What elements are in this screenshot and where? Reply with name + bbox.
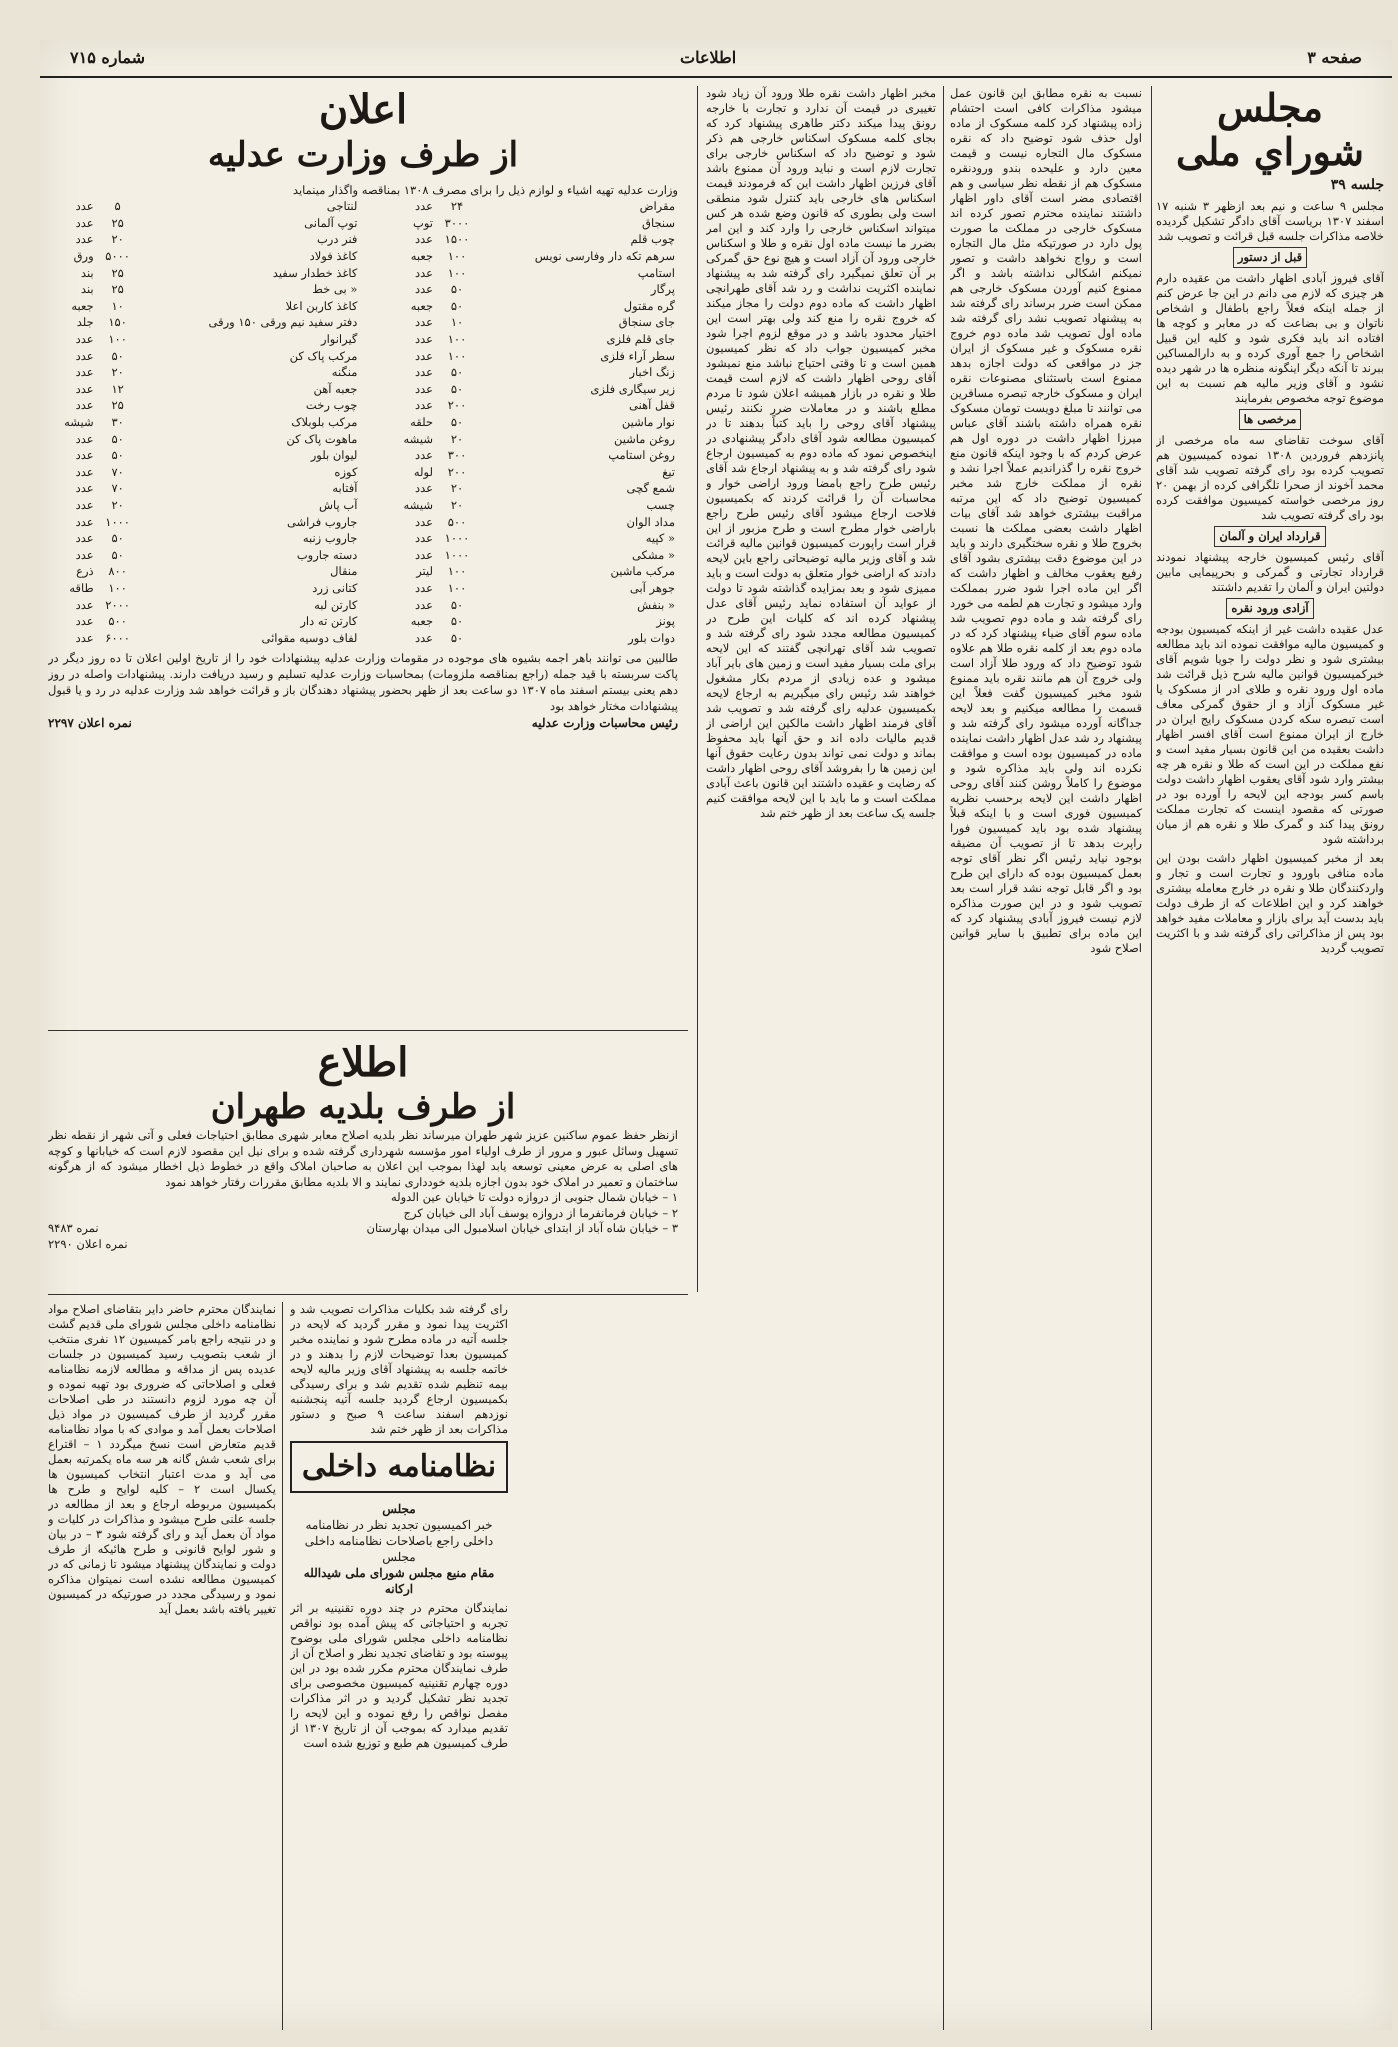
item-name: لیوان بلور [310,448,358,463]
silver-import-text: عدل عقیده داشت غیر از اینکه کمیسیون بودجه و کمیسیون مالیه موافقت نموده اند باید مطالعه بیشتری شود و نظر دولت را جویا شویم آقای خبرکمیسیون قوانین مالیه شرح ذیل قرائت شد ماده اول ورود نقره و طلای ادر از مسکوک یا غیر مسکوک آزاد و از حقوق گمرکی معاف است تبصره سکه کردن مسکوک رایج ایران در خارج از ایران ممنوع است آقای افسر اظهار داشت بعقیده من این قانون بسیار مفید است و نفع مملکت در این است که طلا و نقره هر چه بیشتر وارد شود آقای یعقوب اظهار داشت دولت باسم کسر بودجه این لایحه را آورده بود در صورتی که مقصود اینست که تجارت مملکت رونق پیدا کند و گمرک طلا و نقره هم از میان برداشته شود [1156,622,1384,846]
item-row [48,580,678,597]
item-row [48,198,678,215]
item-row [48,215,678,232]
item-unit: عدد [75,398,94,413]
item-row [48,430,678,447]
item-name: چوب قلم [630,232,675,247]
item-name: پونز [656,614,675,629]
item-quantity: ۱۰ [111,298,124,313]
item-name: گیرانوار [321,332,358,347]
item-quantity: ۵۰ [450,614,464,629]
section-heading-pre-agenda: قبل از دستور [1233,247,1307,268]
silver-import-text-2: بعد از مخبر کمیسیون اظهار داشت بودن این ماده منافی باورود و تجارت است و تجار و واردکنندگان طلا و نقره در خارج معامله بیشتری خواهند کرد و این اطلاعات که از طرف دولت باید بدست آید برای بازار و معاملات مفید خواهد بود پس از مذاکراتی رای گرفته شد و با اکثریت تصویب گردید [1156,851,1384,955]
item-name: مرکب ماشین [610,564,675,579]
item-unit: عدد [75,215,94,230]
street-list-item: ۱ – خیابان شمال جنوبی از دروازه دولت تا خیابان عین الدوله [390,1190,678,1204]
item-quantity: ۱۰۰ [447,265,467,280]
item-quantity: ۲۰۰ [447,398,467,413]
item-quantity: ۲۰۰ [447,464,467,479]
item-name: پرگار [650,282,675,297]
item-unit: عدد [414,630,433,645]
item-quantity: ۵۰ [111,547,124,562]
item-unit: عدد [75,531,94,546]
item-unit: جعبه [410,614,433,629]
item-quantity: ۲۰ [450,431,464,446]
pre-agenda-text: آقای فیروز آبادی اظهار داشت من عقیده دارم هر چیزی که لازم می دانم در این جا عرض کنم از جمله اینکه فعلاً راجع باطفال و اشخاص ناتوان و بی بضاعت که در معابر و کوچه ها افتاده اند باید فکری شود و کلیه این قبیل اشخاص را جمع آوری کرده و به دارالمساکین ببرند تا آنکه دیگر اینگونه منظره ها در شهر دیده نشود و آقای وزیر مالیه هم نسبت به این موضوع توجه مخصوص بفرمایند [1156,271,1384,405]
item-row [48,497,678,514]
item-name: دوات بلور [628,630,675,645]
item-name: کاغذ کاربن اعلا [285,298,358,313]
item-name: منقال [330,564,358,579]
item-name: لنتاجی [326,199,358,214]
item-unit: عدد [414,381,433,396]
item-row [48,298,678,315]
item-quantity: ۳۰ [111,415,124,430]
notice-title: اطلاع [317,1040,409,1086]
ad-number: نمره اعلان ۲۲۹۷ [48,716,132,731]
item-name: ماهوت پاک کن [286,431,358,446]
item-name: سرهم تکه دار وفارسی نویس [534,249,675,264]
item-unit: عدد [414,232,433,247]
item-unit: عدد [414,481,433,496]
item-row [48,629,678,646]
item-quantity: ۲۰ [111,497,124,512]
ad-footer: طالبین می توانند باهر اجمه بشیوه های موجوده در مقومات وزارت عدلیه پیشنهادات خود را از تاریخ اولین اعلان تا ده روز دیگر در پاکت سربسته با قید جمله (راجع بمناقصه ملزومات) بمحاسبات وزارت عدلیه تسلیم و رسید دریافت دارند. پیشنهادات واصله در روز دهم یعنی بیستم اسفند ماه ۱۳۰۷ دو ساعت بعد از ظهر بحضور پیشنهاد دهندگان باز و قرائت خواهد شد وزارت عدلیه در رد و یا قبول پیشنهادات مختار خواهد بود [48,651,678,714]
column-divider [943,86,944,2030]
majlis-continuation-column [950,86,1142,2026]
item-name: کتانی زرد [312,580,358,595]
item-unit: عدد [75,597,94,612]
item-unit: عدد [414,265,433,280]
item-quantity: ۸۰۰ [108,564,127,579]
item-unit: لوله [413,464,433,479]
item-unit: عدد [75,448,94,463]
item-name: جای قلم فلزی [606,332,675,347]
item-name: دسته جاروب [296,547,358,562]
item-unit: عدد [414,199,433,214]
item-row [48,596,678,613]
item-name: کارتن لبه [314,597,358,612]
item-unit: عدد [414,514,433,529]
item-unit: لیتر [416,564,433,579]
item-unit: جلد [76,315,94,330]
item-name: روغن استامپ [608,448,675,463]
item-row [48,613,678,630]
item-row [48,530,678,547]
item-unit: جعبه [71,298,94,313]
column-2-text: نسبت به نقره مطابق این قانون عمل میشود مذاکرات کافی است احتشام زاده پیشنهاد کرد کلمه مسکوک از ماده اول حذف شود توضیح داد که نقره مسکوک مال التجاره نیست و قیمت معین دارد و علیحده بندو ورودنقره مسکوک هم از نقطه نظر سیاسی و هم اقتصادی مضر است آقای داور اظهار داشتند نماینده محترم تصور کرده اند مسکوک خارجی در مملکت ما صورت پول دارد در صورتیکه مثل مال التجاره است و رواج نخواهد داشت و تصور نمیکنم اشکالی نداشته باشد و اگر ممنوع کنیم آوردن مسکوک خارجی هم ممکن است ضرر برساند رای گرفته شد به پیشنهاد تصویب نشد رای گرفته شد ماده اول تصویب شد ماده دوم خروج نقره مسکوک و غیر مسکوک از ایران جز در مواقعی که دولت اجازه بدهد ممنوع است باستثنای مصنوعات نقره ایران و مسکوک خارجه تبصره مسافرین می توانند تا مبلغ دویست تومان مسکوک نقره همراه داشته باشند آقای عباس میرزا اظهار داشت در دوره اول هم عرض کردم که با وجود اینکه قانون منع خروج نقره را گذراندیم عملاً اجرا نشد و نقره از مملکت خارج شد مخبر کمیسیون توضیح داد که این مرتبه مراقبت بیشتری خواهد شد آقای بیات اظهار داشت بعضی مملکت ها نسبت بخروج طلا و نقره سختگیری دارند و باید در این موضوع دقت بیشتری بشود آقای رفیع یعقوب مخالف و اظهار داشت که اگر این ماده اجرا شود ضرر بمملکت وارد میشود و تجارت هم لطمه می خورد رای گرفته شد و ماده دوم تصویب شد ماده سوم آقای ضیاء پیشنهاد کرد که در ماده دوم بعد از کلمه نقره طلا هم علاوه شود توضیح داد که ورود طلا آزاد است ولی خروج آن هم مانند نقره باید ممنوع شود مخبر کمیسیون گفت فعلاً این قسمت را مطالعه میکنیم و بعد لایحه جداگانه آورده میشود رای گرفته شد و پیشنهاد رد شد عدل اظهار داشت نماینده ماده در کمیسیون بوده است و موافقت نکرده اند ولی باید مذاکره شود و موضوع را کاملاً روشن کنند آقای روحی اظهار داشت این لایحه برحسب نظریه کمیسیون فوری است و با اینکه قبلاً پیشنهاد شده بود باید کمیسیون فورا راپرت بدهد تا از تصویب آن مضیقه بوجود نیاید رئیس اگر نظر آقای توجه بعمل کمیسیون بوده که دارای این طرح بود و اگر قابل توجه نشد قرار است بعد تصویب شود و در این صورت مذاکره لازم نیست فیروز آبادی پیشنهاد کرد که این ماده برای تطبیق با سایر قوانین اصلاح شود [950,86,1142,955]
column-divider [697,86,698,1292]
item-name: سنجاق [642,215,675,230]
item-name: « کپیه [645,531,675,546]
item-row [48,480,678,497]
notice-ad-number: نمره اعلان ۲۲۹۰ [48,1236,128,1251]
item-name: جاروب فراشی [286,514,358,529]
item-quantity: ۵۰ [450,630,464,645]
section-heading-leave: مرخصی ها [1239,409,1302,430]
item-unit: شیشه [64,415,94,430]
item-name: مرکب پاک کن [289,348,358,363]
item-unit: عدد [75,431,94,446]
item-name: « مشکی [631,547,675,562]
item-name: شمع گچی [626,481,675,496]
item-name: کاغذ فولاد [309,249,358,264]
item-name: جعبه آهن [313,381,358,396]
item-name: « بنفش [637,597,675,612]
majlis-continuation-column-2 [706,86,936,2026]
item-name: چسب [646,497,675,512]
item-unit: شیشه [403,431,433,446]
page-number: صفحه ۳ [1307,48,1362,67]
majlis-intro: مجلس ۹ ساعت و نیم بعد ازظهر ۳ شنبه ۱۷ اسفند ۱۳۰۷ بریاست آقای دادگر تشکیل گردیده خلاصه مذاکرات جلسه قبل قرائت و تصویب شد [1156,199,1384,243]
item-unit: عدد [414,348,433,363]
item-quantity: ۲۵ [111,265,124,280]
header-rule [40,76,1392,78]
item-row [48,414,678,431]
session-number: جلسه ۳۹ [1330,177,1384,193]
ad-subtitle: از طرف وزارت عدلیه [207,135,519,175]
item-name: نوار ماشین [621,415,675,430]
item-unit: عدد [75,547,94,562]
item-name: جای سنجاق [618,315,675,330]
item-quantity: ۲۵ [111,282,124,297]
iran-germany-text: آقای رئیس کمیسیون خارجه پیشنهاد نمودند قرارداد تجارتی و گمرکی و بحرپیمایی مابین دولتین ایران و آلمان را تقدیم داشتند [1156,550,1384,594]
item-quantity: ۲۵ [111,398,124,413]
item-unit: عدد [75,365,94,380]
item-row [48,397,678,414]
item-unit: عدد [75,232,94,247]
column-divider [282,1302,283,2030]
item-name: « بی خط [312,282,358,297]
item-unit: عدد [75,332,94,347]
municipality-notice [48,1040,678,1290]
item-row [48,447,678,464]
page-header [40,40,1392,74]
item-name: مداد الوان [626,514,675,529]
issue-number: شماره ۷۱۵ [70,48,145,67]
session-end-text: رای گرفته شد بکلیات مذاکرات تصویب شد و اکثریت پیدا نمود و مقرر گردید که لایحه در جلسه آتیه در ماده مطرح شود و نماینده مخبر کمیسیون بعدا توضیحات لازم را بدهند و در خاتمه جلسه به پیشنهاد آقای وزیر مالیه لایحه بیمه تنظیم شده تقدیم شد و برای رسیدگی بکمیسیون ارجاع گردید جلسه آتیه پنجشنبه نوزدهم اسفند ساعت ۹ صبح و دستور مذاکرات بعد از ظهر ختم شد [290,1302,508,1436]
item-unit: جعبه [410,249,433,264]
section-divider [48,1030,688,1031]
item-name: چوب رخت [305,398,358,413]
item-unit: عدد [414,531,433,546]
item-quantity: ۱۵۰۰ [444,232,470,247]
item-unit: عدد [414,365,433,380]
item-row [48,314,678,331]
item-name: زیر سیگاری فلزی [590,381,675,396]
item-unit: عدد [75,481,94,496]
item-name: تیغ [662,464,675,479]
regulations-body: نمایندگان محترم در چند دوره تقنینیه بر اثر تجربه و احتیاجاتی که پیش آمده بود نواقص نظامنامه داخلی مجلس شورای ملی بوضوح پیوسته بود و تقاضای تجدید نظر و اصلاح آن از طرف نمایندگان محترم مکرر شده بود در این دوره چهارم تقنینیه کمیسیون مخصوصی برای تجدید نظر تشکیل گردید و در اثر مذاکرات مفصل نواقص را رفع نموده و این لایحه را تقدیم میدارد که بموجب آن از تاریخ ۱۳۰۷ از طرف کمیسیون هم طبع و توزیع شده است [290,1601,508,1750]
item-quantity: ۱۰۰ [447,580,467,595]
item-unit: طاقه [69,580,94,595]
item-quantity: ۵۰ [450,381,464,396]
section-heading-iran-germany: قرارداد ایران و آلمان [1214,526,1325,547]
item-name: مقراض [639,199,675,214]
majlis-title: مجلس شوراي ملی [1176,86,1364,174]
item-unit: عدد [75,199,94,214]
item-quantity: ۷۰ [111,464,124,479]
items-table [48,198,678,646]
item-row [48,563,678,580]
item-unit: عدد [75,630,94,645]
item-quantity: ۲۴ [450,199,464,214]
item-quantity: ۲۰ [111,232,124,247]
item-row [48,281,678,298]
item-unit: عدد [75,497,94,512]
item-unit: ذرع [76,564,94,579]
item-quantity: ۱۰۰ [108,332,127,347]
item-quantity: ۲۰۰۰ [105,597,130,612]
item-unit: عدد [75,514,94,529]
internal-regulations-column [290,1302,508,2032]
item-name: جوهر آبی [629,580,675,595]
item-name: روغن ماشین [613,431,675,446]
item-name: منگنه [331,365,358,380]
regulations-sub-2: خبر اکمیسیون تجدید نظر در نظامنامه داخلی راجع باصلاحات نظامنامه داخلی مجلس [304,1518,494,1564]
item-quantity: ۱۰۰۰ [444,547,470,562]
item-name: کارتن ته دار [300,614,358,629]
item-unit: عدد [414,580,433,595]
item-row [48,231,678,248]
item-quantity: ۱۲ [111,381,124,396]
item-quantity: ۵۰ [111,448,124,463]
item-row [48,381,678,398]
item-quantity: ۲۰ [450,497,464,512]
item-name: سطر آراء فلزی [600,348,675,363]
item-unit: عدد [414,448,433,463]
item-quantity: ۱۰۰۰ [444,531,470,546]
item-quantity: ۱۰۰ [108,580,127,595]
item-unit: عدد [414,398,433,413]
notice-body: ازنظر حفظ عموم ساکنین عزیز شهر طهران میرساند نظر بلدیه اصلاح معابر شهری مطابق احتیاجات فعلی و آتی شهر از نقطه نظر تسهیل وسائل عبور و مرور از طرف اولیاء امور مؤسسه شهرداری گرفته شده و برای نیل این مقصود لازم است که خیابانها و کوچه های اصلی به عرض معینی توسعه یابد لهذا بموجب این اعلان به صاحبان املاک واقع در خطوط ذیل اخطار میشود که از هرگونه ساختمان و تعمیر در املاک خود بدون اجازه بلدیه خودداری نمایند و الا بلدیه مطابق مقررات رفتار خواهد نمود [48,1128,678,1189]
notice-number: نمره ۹۴۸۳ [48,1221,99,1235]
newspaper-page [40,40,1392,2030]
item-row [48,513,678,530]
item-quantity: ۱۰ [450,315,464,330]
item-quantity: ۲۰ [111,365,124,380]
item-quantity: ۱۰۰ [447,249,467,264]
item-unit: شیشه [403,497,433,512]
item-name: لفاف دوسیه مقوائی [261,630,358,645]
column-3-text: مخبر اظهار داشت نقره طلا ورود آن زیاد شود تغییری در قیمت آن ندارد و تجارت با خارجه رونق پیدا میکند دکتر طاهری پیشنهاد کرد که بجای کلمه مسکوک اسکناس خارجی هم ذکر شود و توضیح داد که اسکناس خارجی برای تجارت لازم است و نباید ورود آن ممنوع باشد آقای فرزین اظهار داشت این که فرمودند قیمت اسکناس های خارجی باید کنترل شود منطقی است ولی بطوری که قانون وضع شده هر کس میتواند اسکناس خارجی را وارد کند و این امر بضرر ما نیست ماده اول نقره و طلا و اسکناس خارجی ورود آن آزاد است و هیچ نوع حق گمرکی بر آن تعلق نمیگیرد رای گرفته شد به پیشنهاد نماینده اکثریت نداشت و رد شد آقای طهرانچی اظهار داشت که ماده دوم دولت را مجاز میکند که خروج نقره را منع کند ولی بهتر است این اختیار محدود باشد و در موقع لزوم اجرا شود مخبر کمیسیون جواب داد که نظر کمیسیون همین است و تا وقتی احتیاج نباشد منع نمیشود آقای روحی اظهار داشت که لازم است قیمت طلا و نقره در بازار همیشه اعلان شود تا مردم مطلع باشند و در معاملات ضرر نکنند رئیس پیشنهاد آقای روحی را باید کتباً بدهند تا در کمیسیون مطالعه شود آقای دادگر پیشنهادی در اینخصوص نمود که ماده دوم به کمیسیون ارجاع شود رای گرفته شد و به پیشنهاد ارجاع شد آقای رئیس طرح راجع بامضا ورود اراضی خوار و محاسبات آن را قرائت کردند که بکمیسیون فلاحت ارجاع میشود آقای رئیس طرح راجع باراضی خوار مطرح است و طرح مزبور از این قرار است راپورت کمیسیون قوانین مالیه قرائت شد و آقای وزیر مالیه توضیحاتی راجع باین لایحه دادند که اراضی خوار متعلق به دولت است و باید ممیزی شود و بعد بمزایده گذاشته شود تا دولت از عواید آن استفاده نماید رئیس آقای عدل پیشنهاد کرده اند که کلیات این طرح در کمیسیون مطالعه مجدد شود رای گرفته شد و تصویب شد آقای تهرانچی گفتند که این لایحه برای ملت بسیار مفید است و زمین های بایر آباد میشود و عده زیادی از مردم بکار مشغول خواهند شد رئیس رای میگیریم به ارجاع لایحه بکمیسیون عدلیه رای گرفته شد و تصویب شد آقای فرمند اظهار داشت مالکین این اراضی از قدیم مالیات داده اند و حق آنها باید محفوظ بماند و دولت نمی تواند بدون رعایت حقوق آنها این زمین ها را بفروشد آقای روحی اظهار داشت که رضایت و عقیده داشتند این قانون باعث آبادی مملکت است و ما باید با این لایحه موافقت کنیم جلسه یک ساعت بعد از ظهر ختم شد [706,86,936,820]
item-quantity: ۵۰۰۰ [105,249,130,264]
ad-title: اعلان [318,86,408,133]
item-quantity: ۱۵۰ [108,315,127,330]
majlis-column [1156,86,1384,2026]
item-quantity: ۳۰۰ [447,448,467,463]
ad-signature: رئیس محاسبات وزارت عدلیه [531,716,678,731]
item-quantity: ۱۰۰ [447,332,467,347]
item-quantity: ۳۰۰۰ [444,215,470,230]
item-name: استامپ [637,265,675,280]
item-row [48,364,678,381]
item-unit: عدد [414,597,433,612]
item-quantity: ۵۰ [450,298,464,313]
section-heading-silver-import: آزادی ورود نقره [1226,598,1313,619]
item-quantity: ۷۰ [111,481,124,496]
item-unit: عدد [75,348,94,363]
item-quantity: ۲۰ [450,481,464,496]
regulations-title: نظامنامه داخلی [290,1441,508,1493]
item-quantity: ۶۰۰۰ [105,630,130,645]
item-unit: ورق [73,249,94,264]
item-unit: عدد [75,614,94,629]
item-unit: بند [80,265,94,280]
item-quantity: ۲۵ [111,215,124,230]
item-name: مرکب بلوبلاک [291,415,358,430]
item-name: زنگ اخبار [629,365,675,380]
item-quantity: ۵۰۰ [108,614,127,629]
item-name: توپ آلمانی [304,215,358,230]
item-name: کاغذ خطدار سفید [272,265,358,280]
ad-intro: وزارت عدلیه تهیه اشیاء و لوازم ذیل را برای مصرف ۱۳۰۸ بمناقصه واگذار مینماید [292,183,678,197]
item-unit: حلقه [410,415,433,430]
item-row [48,464,678,481]
item-quantity: ۱۰۰ [447,564,467,579]
item-name: کوزه [334,464,358,479]
justice-ministry-ad [48,86,678,1026]
item-quantity: ۵۰ [450,282,464,297]
item-quantity: ۵۰ [450,365,464,380]
item-unit: عدد [414,547,433,562]
item-quantity: ۵۰ [450,415,464,430]
item-row [48,248,678,265]
item-unit: عدد [414,332,433,347]
street-list-item: ۳ – خیابان شاه آباد از ابتدای خیابان اسلامبول الی میدان بهارستان [366,1221,678,1235]
item-name: گره مقتول [623,298,675,313]
item-row [48,347,678,364]
newspaper-name: اطلاعات [680,48,737,67]
item-row [48,546,678,563]
street-list-item: ۲ – خیابان فرمانفرما از دروازه یوسف آباد الی خیابان کرج [403,1205,678,1220]
item-quantity: ۵۰۰ [447,514,467,529]
notice-subtitle: از طرف بلدیه طهران [210,1087,516,1127]
regulations-sub-1: مجلس [382,1502,416,1516]
item-quantity: ۵۰ [111,531,124,546]
item-unit: عدد [75,464,94,479]
item-unit: بند [80,282,94,297]
item-quantity: ۵ [114,199,121,214]
item-row [48,264,678,281]
leave-text: آقای سوخت تقاضای سه ماه مرخصی از پانزدهم فروردین ۱۳۰۸ نموده کمیسیون هم تصویب کرده بود رای گرفته تصویب شد آقای محمد آخوند از صحرا تلگرافی کرده از بهمن ۲۰ روز مرخصی خواسته کمیسیون موافقت کرده بود رای گرفته تصویب شد [1156,433,1384,522]
item-name: آفتابه [332,481,358,496]
item-quantity: ۵۰ [111,431,124,446]
item-unit: عدد [75,381,94,396]
regulations-sub-3: مقام منیع مجلس شورای ملی شیدالله ارکانه [303,1566,495,1596]
item-name: فنر درب [316,232,358,247]
item-unit: عدد [414,282,433,297]
item-quantity: ۵۰ [450,597,464,612]
item-unit: عدد [414,315,433,330]
item-name: قفل آهنی [629,398,675,413]
item-name: جاروب زنبه [302,531,358,546]
item-quantity: ۵۰ [111,348,124,363]
item-unit: جعبه [410,298,433,313]
item-unit: توپ [413,215,433,230]
item-quantity: ۱۰۰۰ [105,514,130,529]
item-name: آب پاش [319,497,358,512]
column-divider [1151,86,1152,2030]
item-name: دفتر سفید نیم ورقی ۱۵۰ ورقی [208,315,358,330]
section-divider [48,1294,688,1295]
regulations-continuation-text: نمایندگان محترم حاضر دایر بتقاضای اصلاح مواد نظامنامه داخلی مجلس شورای ملی قدیم گشت و در نتیجه راجع بامر کمیسیون ۱۲ نفری منتخب از شعب بتصویب رسید کمیسیون در جلسات عدیده پس از مداقه و مطالعه لازمه نظامنامه فعلی و اصلاحاتی که ضروری بود تهیه نموده و آن چه مورد لزوم دانستند در طی اصلاحات مقرر گردید از طرف کمیسیون در مواد ذیل اصلاحات بعمل آمد و موادی که با مواد نظامنامه قدیم متعارض است نسخ میگردد ۱ – اقتراع برای شعب شش گانه هر سه ماه یکمرتبه بعمل می آید و مدت اعتبار انتخاب کمیسیون ها یکسال است ۲ – کلیه لوایح و طرح ها بکمیسیون مربوطه ارجاع و بعد از مطالعه در جلسه علنی طرح میشود و مذاکرات در کلیات و مواد آن بعمل آید و رای گرفته شود ۳ – در بیان و شور لوایح قانونی و طرح هائیکه از طرف دولت و نمایندگان پیشنهاد میشود تا زمانی که در کمیسیون مطالعه نشده است نمیتوان مذاکره نمود و رسیدگی مجدد در صورتیکه در کمیسیون تغییر یافته باشد بعمل آید [48,1302,276,1616]
regulations-continuation-column [48,1302,276,2032]
item-quantity: ۱۰۰ [447,348,467,363]
item-row [48,331,678,348]
